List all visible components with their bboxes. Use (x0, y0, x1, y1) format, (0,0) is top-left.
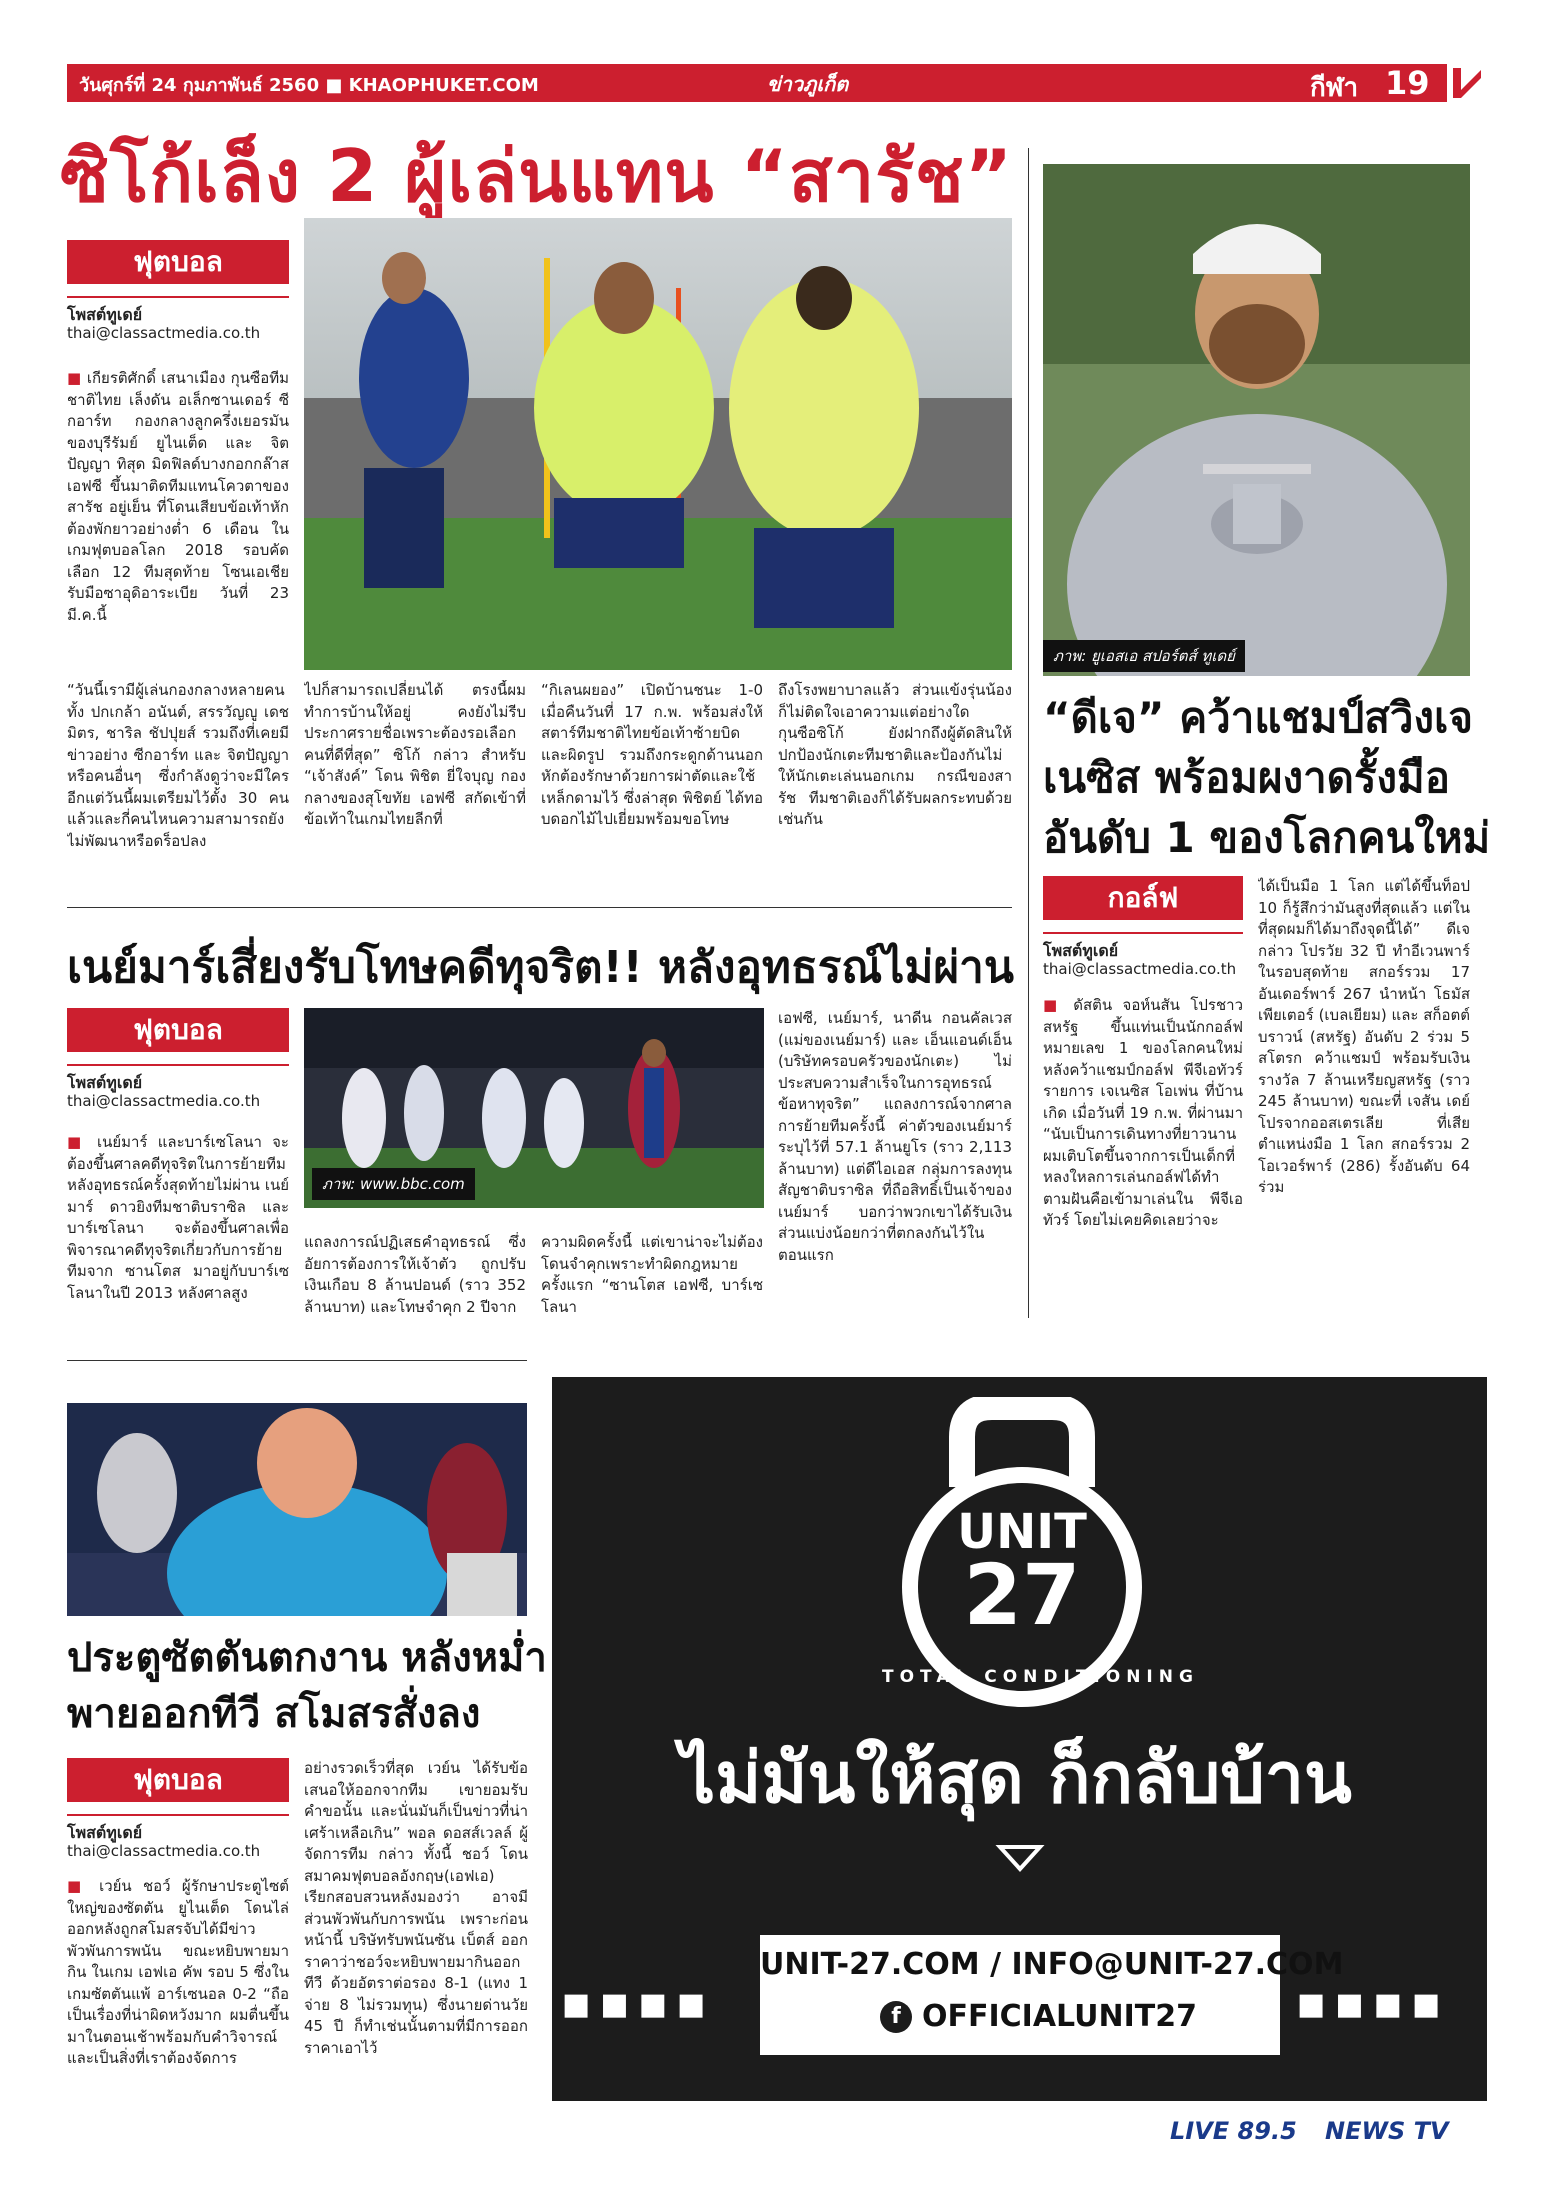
ad-tagline: ไม่มันให้สุด ก็กลับบ้าน (680, 1737, 1352, 1819)
story2-photo (304, 1008, 764, 1208)
story2-photo-caption: ภาพ: www.bbc.com (312, 1168, 475, 1200)
story-divider (67, 907, 1012, 908)
story4-col1: ■ เวย์น ชอว์ ผู้รักษาประตูไซต์ใหญ่ของซัตตัน ยูไนเต็ด โดนไล่ออกหลังถูกสโมสรจับได้มีข่าวพัวพันการพนัน ขณะหยิบพายมากิน ในเกม เอฟเอ คัพ รอบ 5 ซึ่งในเกมซัตตันแพ้ อาร์เซนอล 0-2 “ถือเป็นเรื่องที่น่าผิดหวังมาก ผมตื่นขึ้นมาในตอนเช้าพร้อมกับคำวิจารณ์และเป็นสิ่งที่เราต้องจัดการ (67, 1877, 289, 2067)
corner-arrow-icon (1447, 64, 1487, 102)
story3-photo (1043, 164, 1470, 676)
story2-byline: โพสต์ทูเดย์ thai@classactmedia.co.th (67, 1073, 261, 1110)
story1-col3: “กิเลนผยอง” เปิดบ้านชนะ 1-0 เมื่อคืนวันที่ 17 ก.พ. พร้อมส่งให้สตาร์ทีมชาติไทยข้อเท้าซ้ายบิดและผิดรูป รวมถึงกระดูกด้านนอกหักต้องรักษาด้วยการผ่าตัดและใช้เหล็กดามไว้ ซึ่งล่าสุด พิชิตย์ ได้ทอบดอกไม้ไปเยี่ยมพร้อมขอโทษ (541, 681, 763, 828)
story3-col2: ได้เป็นมือ 1 โลก แต่ได้ขึ้นท็อป 10 ก็รู้สึกว่ามันสูงที่สุดแล้ว แต่ในที่สุดผมก็ได้มาถึงจุดนี้ได้” ดีเจ กล่าว โปรวัย 32 ปี ทำอีเวนพาร์ในรอบสุดท้าย สกอร์รวม 17 อันเดอร์พาร์ 267 นำหน้า โธมัส เพียเตอร์ (เบลเยียม) และ สก็อตต์ บราวน์ (สหรัฐ) อันดับ 2 ร่วม 5 สโตรก คว้าแชมป์ พร้อมรับเงินรางวัล 7 ล้านเหรียญสหรัฐ (ราว 245 ล้านบาท) ขณะที่ เจสัน เดย์ โปรจากออสเตรเลีย ที่เสียตำแหน่งมือ 1 โลก สกอร์รวม 2 โอเวอร์พาร์ (286) รั้งอันดับ 64 ร่วม (1258, 877, 1470, 1196)
story3-col1: ■ ดัสติน จอห์นสัน โปรชาวสหรัฐ ขึ้นแท่นเป็นนักกอล์ฟหมายเลข 1 ของโลกคนใหม่ หลังคว้าแชมป์กอล์ฟ พีจีเอทัวร์ รายการ เจเนซิส โอเพ่น ที่บ้านเกิด เมื่อวันที่ 19 ก.พ. ที่ผ่านมา “นับเป็นการเดินทางที่ยาวนาน ผมเติบโตขึ้นจากการเป็นเด็กที่หลงใหลการเล่นกอล์ฟได้ทำตามฝันคือเข้ามาเล่นใน พีจีเอ ทัวร์ โดยไม่เคยคิดเลยว่าจะ (1043, 996, 1243, 1229)
story1-col4: ถึงโรงพยาบาลแล้ว ส่วนแข้งรุ่นน้องก็ไม่ติดใจเอาความแต่อย่างใด กุนซือซิโก้ ยังฝากถึงผู้ตัดสินให้ปกป้องนักเตะทีมชาติและป้องกันไม่ให้นักเตะเล่นนอกเกม กรณีของสารัช ทีมชาติเองก็ได้รับผลกระทบด้วยเช่นกัน (778, 681, 1012, 828)
story1-col1: ■ เกียรติศักดิ์ เสนาเมือง กุนซือทีมชาติไทย เล็งดัน อเล็กซานเดอร์ ซีกอาร์ท กองกลางลูกครึ่งเยอรมัน ของบุรีรัมย์ ยูไนเต็ด และ จิตปัญญา ทิสุด มิดฟิลด์บางกอกกล๊าส เอฟซี ขึ้นมาติดทีมแทนโควตาของ สารัช อยู่เย็น ที่โดนเสียบข้อเท้าหัก ต้องพักยาวอย่างต่ำ 6 เดือน ในเกมฟุตบอลโลก 2018 รอบคัดเลือก 12 ทีมสุดท้าย โซนเอเชีย รับมือซาอุดิอาระเบีย วันที่ 23 มี.ค.นี้ (67, 369, 289, 624)
story4-headline: ประตูซัตตันตกงาน หลังหม่ำพายออกทีวี สโมสรสั่งลง (67, 1635, 547, 1737)
ad-website[interactable]: UNIT-27.COM / INFO@UNIT-27.COM (760, 1947, 1344, 1982)
label-underline (67, 296, 289, 298)
label-underline (1043, 932, 1243, 934)
footer-logo-live: LIVE 89.5 (1170, 2117, 1297, 2145)
masthead-logo: ข่าวภูเก็ต (767, 72, 849, 96)
story2-col2: แถลงการณ์ปฏิเสธคำอุทธรณ์ ซึ่งอัยการต้องการให้เจ้าตัว ถูกปรับเงินเกือบ 8 ล้านปอนด์ (ราว 352 ล้านบาท) และโทษจำคุก 2 ปีจาก (304, 1233, 526, 1316)
page-number: 19 (1385, 64, 1430, 102)
down-triangle-icon (990, 1839, 1050, 1879)
story2-col3: ความผิดครั้งนี้ แต่เขาน่าจะไม่ต้องโดนจำคุกเพราะทำผิดกฎหมายครั้งแรก “ซานโตส เอฟซี, บาร์เซโลนา (541, 1233, 763, 1316)
decorative-blocks-left: ■■■■ (562, 1987, 716, 2022)
story1-section-label: ฟุตบอล (67, 240, 289, 284)
unit27-advertisement[interactable] (552, 1377, 1487, 2101)
story2-col1: ■ เนย์มาร์ และบาร์เซโลนา จะต้องขึ้นศาลคดีทุจริตในการย้ายทีม หลังอุทธรณ์ครั้งสุดท้ายไม่ผ่าน เนย์มาร์ ดาวยิงทีมชาติบราซิล และบาร์เซโลนา จะต้องขึ้นศาลเพื่อพิจารณาคดีทุจริตเกี่ยวกับการย้ายทีมจาก ซานโตส มาอยู่กับบาร์เซโลนาในปี 2013 หลังศาลสูง (67, 1133, 289, 1302)
ad-contact-box[interactable] (760, 1935, 1344, 2055)
story1-headline: ซิโก้เล็ง 2 ผู้เล่นแทน “สารัช” (60, 134, 1014, 218)
story1-photo (304, 218, 1012, 670)
ad-social[interactable] (880, 1999, 1197, 2039)
story2-col4: เอฟซี, เนย์มาร์, นาดีน กอนคัลเวส (แม่ของเนย์มาร์) และ เอ็นแอนด์เอ็น (บริษัทครอบครัวของนักเตะ) ไม่ประสบความสำเร็จในการอุทธรณ์ข้อหาทุจริต” แถลงการณ์จากศาล การย้ายทีมครั้งนี้ ค่าตัวของเนย์มาร์ ระบุไว้ที่ 57.1 ล้านยูโร (ราว 2,113 ล้านบาท) แต่ดีไอเอส กลุ่มการลงทุนสัญชาติบราซิล ที่ถือสิทธิ์เป็นเจ้าของ เนย์มาร์ บอกว่าพวกเขาได้รับเงินส่วนแบ่งน้อยกว่าที่ตกลงกันไว้ในตอนแรก (778, 1009, 1012, 1264)
brand-27-text: 27 (963, 1546, 1081, 1644)
story3-byline: โพสต์ทูเดย์ thai@classactmedia.co.th (1043, 941, 1237, 978)
story1-col2: ไปก็สามารถเปลี่ยนได้ ตรงนี้ผมทำการบ้านให้อยู่ คงยังไม่รีบประกาศรายชื่อเพราะต้องรอเลือกคนที่ดีที่สุด” ซิโก้ กล่าว สำหรับ “เจ้าสังค์” โดน พิชิต ยี่ใจบุญ กองกลางของสุโขทัย เอฟซี สกัดเข้าที่ข้อเท้าในเกมไทยลีกที่ (304, 681, 526, 828)
story-divider (67, 1360, 527, 1361)
story1-col1b: “วันนี้เรามีผู้เล่นกองกลางหลายคนทั้ง ปกเกล้า อนันต์, สรรวัญญู เดชมิตร, ชาริล ชัปปุยส์ รวมถึงที่เคยมีข่าวอย่าง ซีกอาร์ท และ จิตปัญญา หรือคนอื่นๆ ซึ่งกำลังดูว่าจะมีใครอีกแต่วันนี้ผมเตรียมไว้ตั้ง 30 คนแล้วและกี่คนไหนความสามารถยังไม่พัฒนาหรือดร็อปลง (67, 681, 289, 850)
story3-photo-caption: ภาพ: ยูเอสเอ สปอร์ตส์ ทูเดย์ (1043, 640, 1245, 672)
ad-social-handle[interactable]: OFFICIALUNIT27 (922, 1999, 1197, 2034)
story2-headline: เนย์มาร์เสี่ยงรับโทษคดีทุจริต!! หลังอุทธรณ์ไม่ผ่าน (67, 942, 1014, 993)
decorative-blocks-right: ■■■■ (1297, 1987, 1451, 2022)
story4-photo (67, 1403, 527, 1616)
story4-section-label: ฟุตบอล (67, 1758, 289, 1802)
footer-logo-newstv: NEWS TV (1325, 2117, 1449, 2145)
page-header (67, 64, 1487, 102)
story2-section-label: ฟุตบอล (67, 1008, 289, 1052)
label-underline (67, 1814, 289, 1816)
brand-ring-text: TOTAL CONDITIONING (882, 1667, 1199, 1687)
brand-unit-text: UNIT (957, 1504, 1087, 1560)
story4-byline: โพสต์ทูเดย์ thai@classactmedia.co.th (67, 1823, 261, 1860)
column-rule (1028, 148, 1029, 1318)
section-name: กีฬา (1310, 73, 1359, 103)
story1-byline: โพสต์ทูเดย์ thai@classactmedia.co.th (67, 305, 261, 342)
story3-headline: “ดีเจ” คว้าแชมป์สวิงเจเนซิส พร้อมผงาดรั้งมือ อันดับ 1 ของโลกคนใหม่ (1043, 693, 1491, 862)
label-underline (67, 1064, 289, 1066)
story3-section-label: กอล์ฟ (1043, 876, 1243, 920)
story4-col2: อย่างรวดเร็วที่สุด เวย์น ได้รับข้อเสนอให้ออกจากทีม เขายอมรับคำขอนั้น และนั่นมันก็เป็นข่าวที่น่าเศร้าเหลือเกิน” พอล ดอสส์เวลล์ ผู้จัดการทีม กล่าว ทั้งนี้ ชอว์ โดนสมาคมฟุตบอลอังกฤษ(เอฟเอ) เรียกสอบสวนหลังมองว่า อาจมีส่วนพัวพันกับการพนัน เพราะก่อนหน้านี้ บริษัทรับพนันซัน เบ็ตส์ ออกราคาว่าชอว์จะหยิบพายมากินออกทีวี ด้วยอัตราต่อรอง 8-1 (แทง 1 จ่าย 8 ไม่รวมทุน) ซึ่งนายด่านวัย 45 ปี ก็ทำเช่นนั้นตามที่มีการออกราคาเอาไว้ (304, 1759, 528, 2057)
header-date: วันศุกร์ที่ 24 กุมภาพันธ์ 2560 ■ KHAOPHUKET.COM (79, 75, 539, 96)
facebook-icon: f (880, 2001, 912, 2033)
